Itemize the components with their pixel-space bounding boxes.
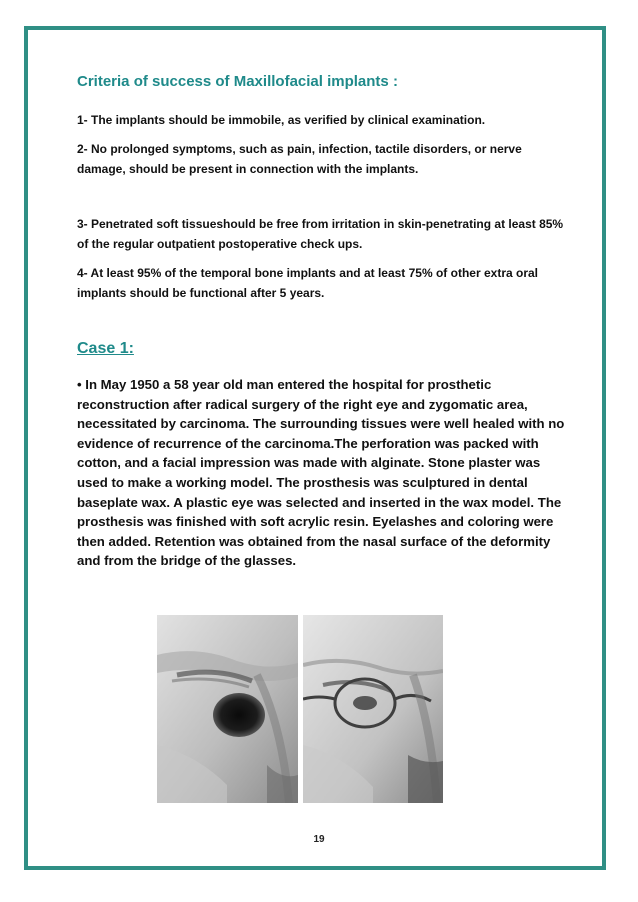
case-description: • In May 1950 a 58 year old man entered the hospital for prosthetic reconstruction after radical surgery of the right eye and zygomatic area, necessitated by carcinoma. The surrounding tissues were well healed with no evidence of recurrence of the carcinoma.The perforation was packed with cotton, and a facial impression was made with alginate. Stone plaster was used to make a working model. The prosthesis was sculptured in dental baseplate wax. A plastic eye was selected and inserted in the wax model. The prosthesis was finished with soft acrylic resin. Eyelashes and coloring were then added. Retention was obtained from the nasal surface of the deformity and from the bridge of the glasses. (77, 377, 565, 569)
criterion-3: 3- Penetrated soft tissueshould be free from irritation in skin-penetrating at least 85% of the regular outpatient postoperative check ups. (77, 217, 564, 251)
page-number: 19 (313, 834, 325, 845)
criterion-4: 4- At least 95% of the temporal bone implants and at least 75% of other extra oral implants should be functional after 5 years. (77, 266, 539, 300)
photo-prosthesis (303, 615, 443, 803)
case-photos (157, 615, 457, 803)
page-content (77, 68, 567, 571)
photo-defect (157, 615, 298, 803)
criterion-2: 2- No prolonged symptoms, such as pain, infection, tactile disorders, or nerve damage, should be present in connection with the implants. (77, 142, 522, 176)
case-heading: Case 1: (77, 340, 134, 357)
criteria-heading: Criteria of success of Maxillofacial implants : (77, 73, 398, 90)
criterion-1: 1- The implants should be immobile, as verified by clinical examination. (77, 113, 486, 127)
